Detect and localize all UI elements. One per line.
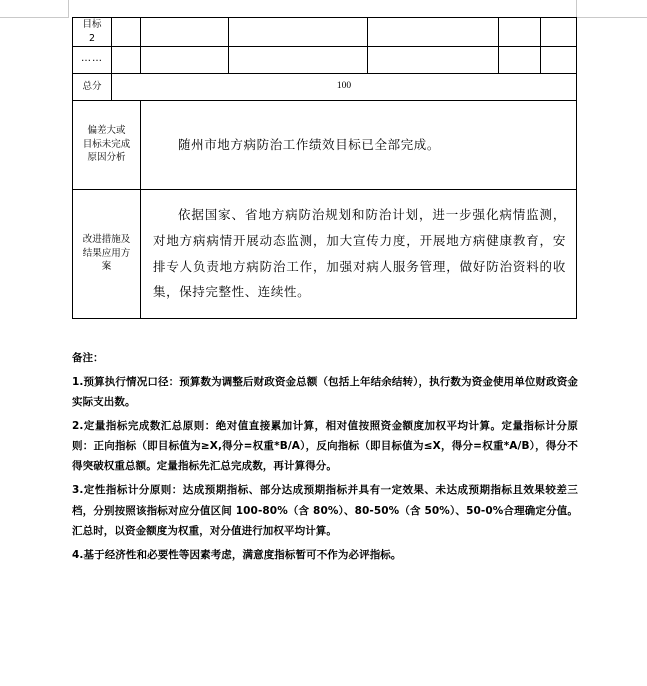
deviation-analysis-content-cell bbox=[141, 100, 577, 189]
ellipsis-label-text: …… bbox=[81, 53, 103, 65]
note-item-3: 3.定性指标计分原则：达成预期指标、部分达成预期指标并具有一定效果、未达成预期指标且效果较差三档，分别按照该指标对应分值区间 100-80%（含 80%）、80-50%（含 50%）、50-0%合理确定分值。汇总时，以资金额度为权重，对分值进行加权平均计算。 bbox=[72, 484, 578, 537]
page-crop-mark-left bbox=[0, 17, 68, 18]
ellipsis-label bbox=[73, 46, 112, 73]
performance-target-table bbox=[72, 17, 577, 319]
deviation-analysis-content: 随州市地方病防治工作绩效目标已全部完成。 bbox=[178, 136, 441, 152]
ellipsis-cell-1 bbox=[112, 46, 141, 73]
deviation-analysis-label bbox=[73, 100, 141, 189]
table-row-goal-2 bbox=[73, 18, 577, 47]
table-row-ellipsis bbox=[73, 46, 577, 73]
goal-2-cell-4 bbox=[368, 18, 499, 47]
ellipsis-cell-2 bbox=[141, 46, 229, 73]
notes-section bbox=[72, 352, 578, 569]
total-score-label: 总分 bbox=[73, 73, 112, 100]
improvement-label-line-2: 结果应用方 bbox=[82, 247, 131, 259]
note-item-1: 1.预算执行情况口径：预算数为调整后财政资金总额（包括上年结余结转），执行数为资金使用单位财政资金实际支出数。 bbox=[72, 375, 578, 408]
goal-2-label bbox=[73, 18, 112, 47]
deviation-label-line-3: 原因分析 bbox=[87, 152, 126, 164]
improvement-measures-content: 依据国家、省地方病防治规划和防治计划，进一步强化病情监测，对地方病病情开展动态监测，加大宣传力度，开展地方病健康教育，安排专人负责地方病防治工作，加强对病人服务管理，做好防治资料的收集，保持完整性、连续性。 bbox=[153, 207, 566, 300]
deviation-label-line-2: 目标未完成 bbox=[82, 138, 131, 150]
table-row-deviation-analysis bbox=[73, 100, 577, 189]
page-crop-mark-top-right bbox=[576, 0, 577, 18]
goal-2-cell-5 bbox=[499, 18, 541, 47]
table-row-improvement-measures bbox=[73, 189, 577, 318]
table-row-total-score bbox=[73, 73, 577, 100]
goal-2-cell-1 bbox=[112, 18, 141, 47]
goal-2-cell-6 bbox=[541, 18, 577, 47]
total-score-value: 100 bbox=[112, 73, 577, 100]
deviation-label-line-1: 偏差大或 bbox=[87, 124, 126, 136]
goal-2-label-line-1: 目标 bbox=[82, 19, 102, 30]
ellipsis-cell-5 bbox=[499, 46, 541, 73]
improvement-label-line-1: 改进措施及 bbox=[82, 233, 131, 245]
improvement-label-line-3: 案 bbox=[101, 261, 112, 273]
note-item-2: 2.定量指标完成数汇总原则：绝对值直接累加计算，相对值按照资金额度加权平均计算。定量指标计分原则：正向指标（即目标值为≥X,得分=权重*B/A），反向指标（即目标值为≤X，得分=权重*A/B），得分不得突破权重总额。定量指标先汇总完成数，再计算得分。 bbox=[72, 419, 578, 473]
goal-2-cell-3 bbox=[229, 18, 368, 47]
note-item-4: 4.基于经济性和必要性等因素考虑，满意度指标暂可不作为必评指标。 bbox=[72, 548, 402, 561]
improvement-measures-label bbox=[73, 189, 141, 318]
ellipsis-cell-4 bbox=[368, 46, 499, 73]
goal-2-label-line-2: 2 bbox=[88, 32, 96, 44]
ellipsis-cell-3 bbox=[229, 46, 368, 73]
page-crop-mark-top-left bbox=[68, 0, 69, 18]
notes-title: 备注： bbox=[72, 352, 104, 364]
page-crop-mark-right bbox=[577, 17, 647, 18]
improvement-measures-content-cell bbox=[141, 189, 577, 318]
goal-2-cell-2 bbox=[141, 18, 229, 47]
ellipsis-cell-6 bbox=[541, 46, 577, 73]
